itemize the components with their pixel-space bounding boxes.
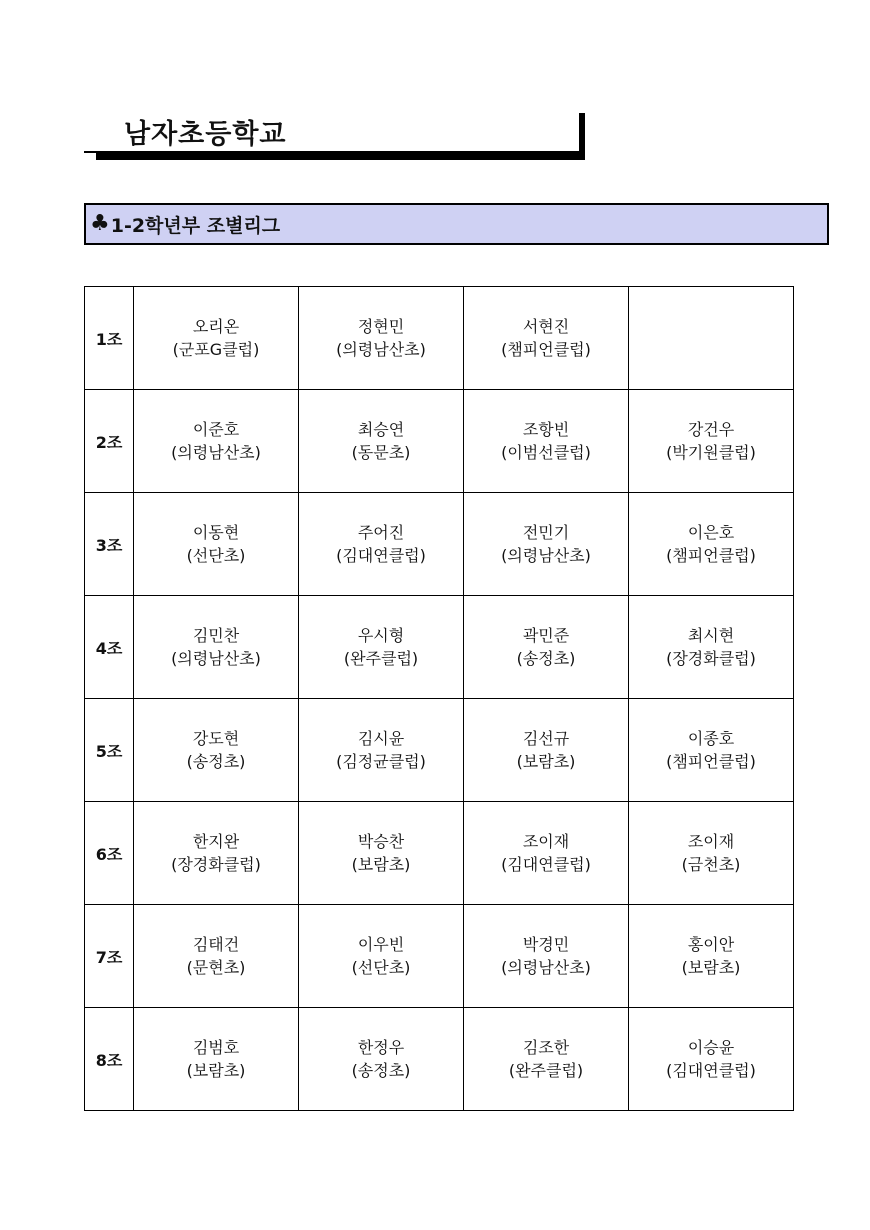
table-row (85, 905, 794, 1008)
player-name: 조이재 (522, 832, 570, 851)
player-name: 서현진 (522, 317, 570, 336)
player-name: 김민찬 (192, 626, 240, 645)
table-row (85, 596, 794, 699)
player-name: 한지완 (192, 832, 240, 851)
player-club: (보람초) (681, 958, 741, 977)
player-club: (장경화클럽) (666, 649, 756, 668)
club-icon: ♣ (90, 211, 110, 236)
player-club: (보람초) (516, 752, 576, 771)
player-club: (의령남산초) (336, 340, 426, 359)
player-club: (송정초) (186, 752, 246, 771)
player-club: (이범선클럽) (501, 443, 591, 462)
player-cell (299, 699, 464, 802)
player-name: 이동현 (192, 523, 240, 542)
player-club: (의령남산초) (171, 443, 261, 462)
player-name: 김조한 (522, 1038, 570, 1057)
player-name: 이승윤 (687, 1038, 735, 1057)
player-club: (챔피언클럽) (501, 340, 591, 359)
player-club: (선단초) (351, 958, 411, 977)
table-row (85, 699, 794, 802)
player-club: (챔피언클럽) (666, 752, 756, 771)
player-name: 최승연 (357, 420, 405, 439)
player-cell (629, 596, 794, 699)
player-cell (629, 493, 794, 596)
title-shadow-rule (96, 153, 585, 160)
player-cell (299, 905, 464, 1008)
player-cell (629, 905, 794, 1008)
player-name: 김태건 (192, 935, 240, 954)
player-name: 곽민준 (522, 626, 570, 645)
player-cell (629, 1008, 794, 1111)
player-club: (장경화클럽) (171, 855, 261, 874)
table-row (85, 390, 794, 493)
player-cell (629, 390, 794, 493)
player-club: (박기원클럽) (666, 443, 756, 462)
player-cell (464, 1008, 629, 1111)
player-cell (629, 287, 794, 390)
player-cell (299, 390, 464, 493)
player-cell (464, 493, 629, 596)
player-cell (464, 287, 629, 390)
player-club: (의령남산초) (501, 546, 591, 565)
group-label: 2조 (85, 390, 134, 493)
player-cell (299, 596, 464, 699)
player-club: (선단초) (186, 546, 246, 565)
player-cell (134, 1008, 299, 1111)
player-name: 김선규 (522, 729, 570, 748)
player-club: (완주클럽) (343, 649, 419, 668)
player-cell (299, 802, 464, 905)
player-name: 조항빈 (522, 420, 570, 439)
player-club: (의령남산초) (501, 958, 591, 977)
player-club: (챔피언클럽) (666, 546, 756, 565)
player-name: 이준호 (192, 420, 240, 439)
player-club: (보람초) (351, 855, 411, 874)
player-name: 김범호 (192, 1038, 240, 1057)
player-name: 우시형 (357, 626, 405, 645)
player-cell (134, 905, 299, 1008)
player-cell (464, 596, 629, 699)
player-club: (김대연클럽) (501, 855, 591, 874)
player-cell (299, 493, 464, 596)
player-club: (송정초) (351, 1061, 411, 1080)
group-label: 8조 (85, 1008, 134, 1111)
player-name: 오리온 (192, 317, 240, 336)
group-league-table (84, 286, 794, 1111)
player-cell (464, 905, 629, 1008)
table-row (85, 287, 794, 390)
group-label: 3조 (85, 493, 134, 596)
page-heading (84, 108, 586, 164)
section-header (84, 203, 829, 245)
table-row (85, 493, 794, 596)
group-label: 6조 (85, 802, 134, 905)
player-name: 조이재 (687, 832, 735, 851)
player-name: 박승찬 (357, 832, 405, 851)
player-club: (완주클럽) (508, 1061, 584, 1080)
player-club: (금천초) (681, 855, 741, 874)
group-label: 4조 (85, 596, 134, 699)
player-name: 이우빈 (357, 935, 405, 954)
player-cell (134, 802, 299, 905)
group-label: 5조 (85, 699, 134, 802)
player-cell (629, 699, 794, 802)
player-name: 이은호 (687, 523, 735, 542)
player-cell (134, 390, 299, 493)
player-club: (동문초) (351, 443, 411, 462)
player-name: 이종호 (687, 729, 735, 748)
player-cell (464, 699, 629, 802)
player-club: (의령남산초) (171, 649, 261, 668)
player-cell (134, 596, 299, 699)
title-side-rule (579, 113, 585, 160)
player-club: (군포G클럽) (172, 340, 260, 359)
player-cell (299, 287, 464, 390)
player-club: (문현초) (186, 958, 246, 977)
player-name: 전민기 (522, 523, 570, 542)
player-cell (299, 1008, 464, 1111)
player-cell (134, 287, 299, 390)
group-label: 1조 (85, 287, 134, 390)
player-name: 홍이안 (687, 935, 735, 954)
player-name: 강도현 (192, 729, 240, 748)
player-name: 최시현 (687, 626, 735, 645)
player-name: 박경민 (522, 935, 570, 954)
player-club: (김대연클럽) (336, 546, 426, 565)
player-cell (464, 390, 629, 493)
player-cell (629, 802, 794, 905)
player-cell (134, 493, 299, 596)
table-row (85, 1008, 794, 1111)
player-name: 강건우 (687, 420, 735, 439)
player-club: (보람초) (186, 1061, 246, 1080)
player-name: 김시윤 (357, 729, 405, 748)
table-row (85, 802, 794, 905)
player-name: 한정우 (357, 1038, 405, 1057)
player-club: (송정초) (516, 649, 576, 668)
group-label: 7조 (85, 905, 134, 1008)
player-name: 정현민 (357, 317, 405, 336)
section-title: 1-2학년부 조별리그 (110, 214, 281, 237)
player-club: (김대연클럽) (666, 1061, 756, 1080)
player-cell (464, 802, 629, 905)
player-name: 주어진 (357, 523, 405, 542)
player-cell (134, 699, 299, 802)
player-club: (김정균클럽) (336, 752, 426, 771)
page-title: 남자초등학교 (124, 119, 287, 150)
